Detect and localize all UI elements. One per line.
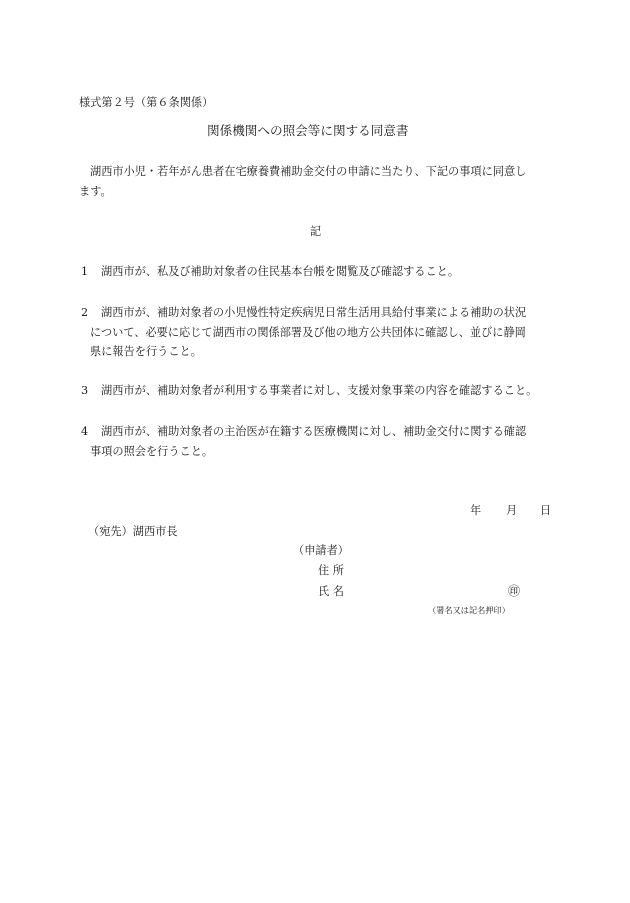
intro-line-2: ます。: [79, 185, 112, 198]
item-line: 湖西市が、補助対象者の主治医が在籍する医療機関に対し、補助金交付に関する確認: [101, 425, 527, 438]
seal-mark: ㊞: [508, 584, 521, 598]
item-number: 3: [81, 384, 89, 397]
intro-line-1: 湖西市小児・若年がん患者在宅療養費補助金交付の申請に当たり、下記の事項に同意し: [90, 165, 527, 178]
addressee: （宛先）湖西市長: [88, 525, 178, 538]
page-title: 関係機関への照会等に関する同意書: [207, 123, 409, 138]
item-number: 4: [81, 425, 89, 438]
item-number: 2: [81, 306, 89, 319]
address-label: 住 所: [318, 564, 344, 577]
item-line: 湖西市が、補助対象者の小児慢性特定疾病児日常生活用具給付事業による補助の状況: [101, 306, 527, 319]
item-line: 湖西市が、補助対象者が利用する事業者に対し、支援対象事業の内容を確認すること。: [101, 384, 538, 397]
item-line: 事項の照会を行うこと。: [90, 445, 214, 458]
ki-heading: 記: [310, 225, 322, 238]
item-number: 1: [81, 265, 89, 278]
applicant-label: （申請者）: [293, 544, 349, 557]
item-line: について、必要に応じて湖西市の関係部署及び他の地方公共団体に確認し、並びに静岡: [90, 326, 526, 339]
signature-note: （署名又は記名押印）: [428, 605, 510, 615]
form-number: 様式第２号（第６条関係）: [79, 96, 214, 109]
date-year: 年: [470, 504, 482, 517]
item-line: 県に報告を行うこと。: [90, 345, 202, 358]
date-day: 日: [540, 504, 552, 517]
date-month: 月: [506, 504, 518, 517]
item-line: 湖西市が、私及び補助対象者の住民基本台帳を閲覧及び確認すること。: [101, 265, 460, 278]
name-label: 氏 名: [318, 585, 344, 598]
